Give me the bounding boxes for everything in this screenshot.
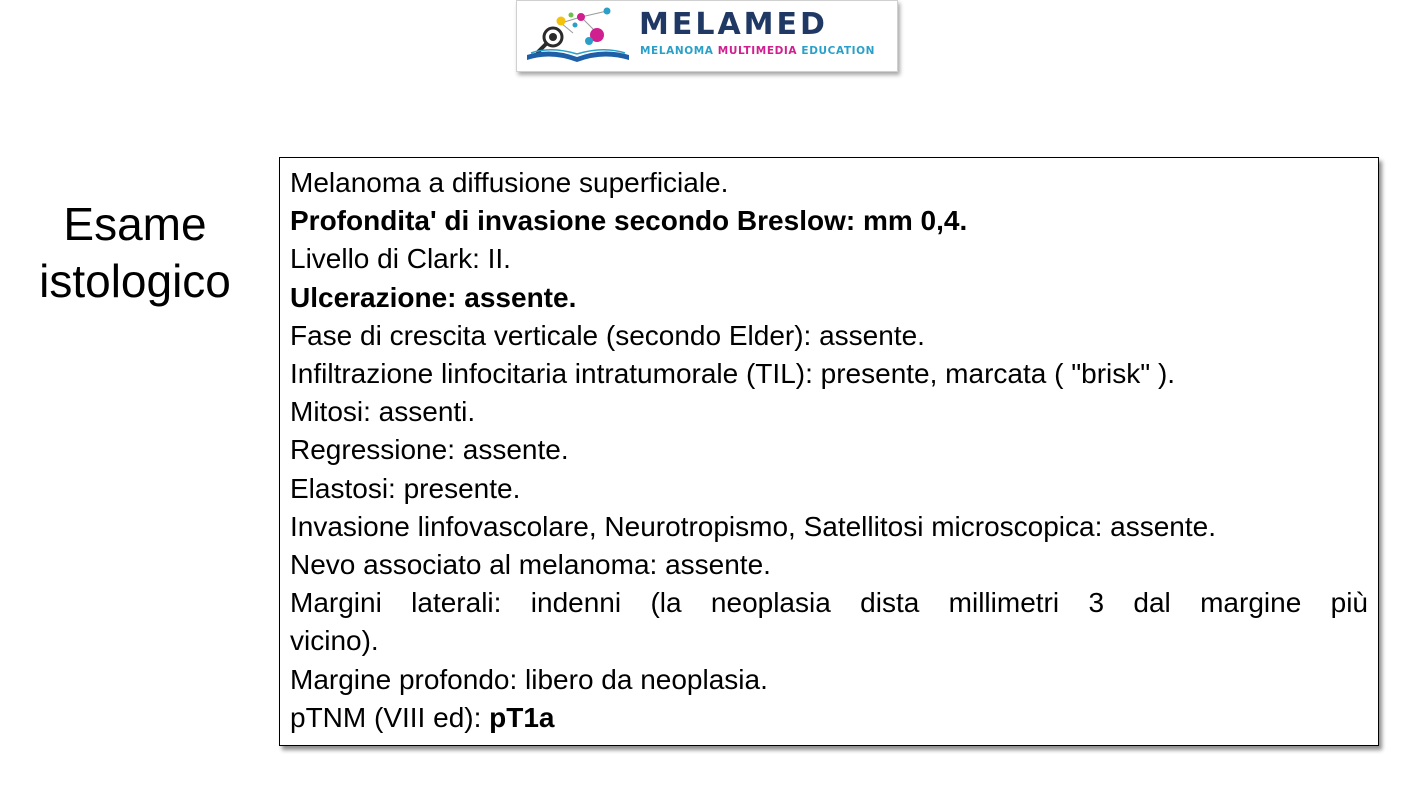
report-line: Invasione linfovascolare, Neurotropismo, Satellitosi microscopica: assente. — [290, 510, 1216, 542]
report-line: Fase di crescita verticale (secondo Elder): assente. — [290, 319, 925, 351]
logo-subtitle-part: MULTIMEDIA — [717, 45, 798, 57]
report-line: Mitosi: assenti. — [290, 396, 476, 428]
report-line: Nevo associato al melanoma: assente. — [290, 549, 771, 581]
report-line: Margine profondo: libero da neoplasia. — [290, 663, 768, 695]
report-line: Elastosi: presente. — [290, 472, 521, 504]
logo-subtitle-part: EDUCATION — [797, 45, 876, 57]
report-line: Ulcerazione: assente. — [290, 281, 577, 313]
report-line: Melanoma a diffusione superficiale. — [290, 167, 729, 198]
logo-subtitle — [640, 46, 875, 57]
melamed-logo — [516, 0, 898, 72]
slide-title — [20, 196, 250, 310]
report-line: Profondita' di invasione secondo Breslow: mm 0,4. — [290, 205, 968, 237]
report-line-ptnm — [290, 699, 1368, 737]
report-line: Margini laterali: indenni (la neoplasia dista millimetri 3 dal margine più — [290, 587, 1368, 619]
book-magnifier-icon — [521, 3, 637, 67]
slide-title-line: istologico — [39, 255, 231, 307]
slide-title-line: Esame — [63, 198, 207, 250]
ptnm-label: pTNM (VIII ed): — [290, 701, 490, 733]
ptnm-value: pT1a — [489, 701, 555, 733]
logo-subtitle-part: MELANOMA — [640, 45, 718, 57]
report-line: Regressione: assente. — [290, 434, 569, 466]
histology-report-box — [279, 157, 1379, 746]
report-line: Infiltrazione linfocitaria intratumorale (TIL): presente, marcata ( "brisk" ). — [290, 358, 1176, 390]
logo-wordmark: MELAMED — [639, 7, 828, 42]
report-line: vicino). — [290, 625, 379, 657]
report-line: Livello di Clark: II. — [290, 243, 511, 275]
